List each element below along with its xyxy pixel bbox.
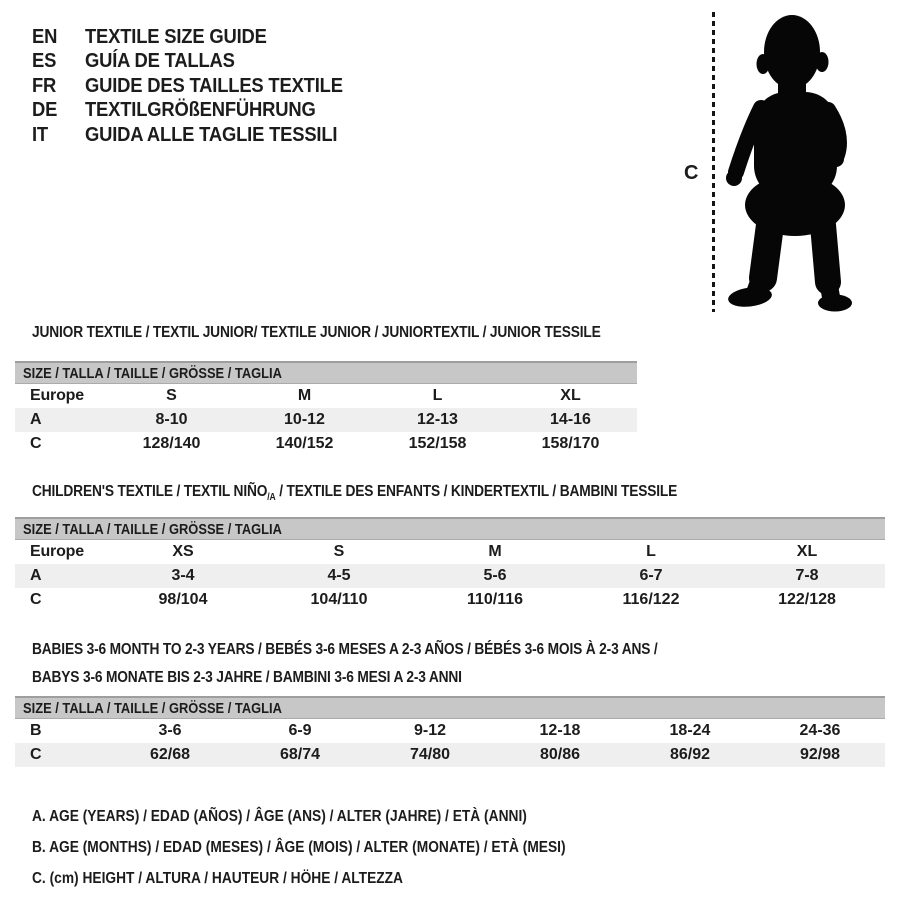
row-label: B	[30, 722, 42, 739]
babies-title-line1: BABIES 3-6 MONTH TO 2-3 YEARS / BEBÉS 3-6 MESES A 2-3 AÑOS / BÉBÉS 3-6 MOIS À 2-3 ANS /	[32, 641, 658, 658]
table-cell: 116/122	[622, 591, 680, 608]
row-label: C	[30, 746, 42, 763]
table-cell: M	[488, 543, 502, 560]
table-cell: 5-6	[483, 567, 507, 584]
table-cell: XL	[796, 543, 818, 560]
table-cell: 6-7	[639, 567, 663, 584]
language-title-text: TEXTILGRÖßENFÜHRUNG	[85, 99, 316, 122]
table-cell: 14-16	[550, 411, 591, 428]
table-cell: XL	[560, 387, 581, 404]
table-cell: 3-4	[171, 567, 195, 584]
language-code	[32, 26, 85, 49]
language-row	[32, 74, 365, 99]
language-title	[85, 75, 365, 98]
babies-section-title	[32, 636, 759, 692]
language-title-text: GUÍA DE TALLAS	[85, 50, 235, 73]
height-measure-label: C	[684, 162, 699, 184]
table-cell: S	[166, 387, 177, 404]
table-cell: 128/140	[142, 435, 201, 452]
junior-section-title-text: JUNIOR TEXTILE / TEXTIL JUNIOR/ TEXTILE JUNIOR / JUNIORTEXTIL / JUNIOR TESSILE	[32, 324, 601, 341]
table-row	[15, 540, 885, 564]
babies-size-table	[15, 696, 885, 767]
size-table-header-text: SIZE / TALLA / TAILLE / GRÖSSE / TAGLIA	[23, 520, 282, 538]
row-label: A	[30, 411, 42, 428]
table-cell: L	[646, 543, 656, 560]
table-cell: 7-8	[795, 567, 819, 584]
language-title-text: TEXTILE SIZE GUIDE	[85, 25, 267, 48]
row-label: A	[30, 567, 42, 584]
language-title	[85, 50, 248, 73]
size-table-header	[15, 361, 637, 384]
footnote-a-text: A. AGE (YEARS) / EDAD (AÑOS) / ÂGE (ANS) / ALTER (JAHRE) / ETÀ (ANNI)	[32, 808, 527, 825]
table-cell: 24-36	[799, 722, 841, 739]
footnote-c-text: C. (cm) HEIGHT / ALTURA / HAUTEUR / HÖHE / ALTEZZA	[32, 870, 403, 887]
table-cell: S	[333, 543, 345, 560]
language-code-text: FR	[32, 74, 57, 97]
size-table-header-text: SIZE / TALLA / TAILLE / GRÖSSE / TAGLIA	[23, 364, 282, 382]
height-dotted-line	[712, 12, 715, 312]
size-table-header	[15, 696, 885, 719]
table-cell: 12-13	[417, 411, 458, 428]
table-cell: 86/92	[669, 746, 711, 763]
table-cell: 18-24	[669, 722, 711, 739]
table-cell: 8-10	[155, 411, 188, 428]
table-row	[15, 408, 637, 432]
children-title-post: / TEXTILE DES ENFANTS / KINDERTEXTIL / BAMBINI TESSILE	[275, 483, 678, 500]
row-label: C	[30, 591, 42, 608]
footnote-line-b	[32, 832, 652, 863]
language-title-text: GUIDA ALLE TAGLIE TESSILI	[85, 123, 338, 146]
language-list	[32, 25, 365, 148]
children-size-table	[15, 517, 885, 612]
language-code	[32, 124, 85, 147]
footnote-b-text: B. AGE (MONTHS) / EDAD (MESES) / ÂGE (MOIS) / ALTER (MONATE) / ETÀ (MESI)	[32, 839, 566, 856]
junior-size-table	[15, 361, 637, 456]
table-cell: 122/128	[778, 591, 836, 608]
table-cell: 62/68	[149, 746, 191, 763]
row-label: Europe	[30, 387, 84, 404]
children-title-pre: CHILDREN'S TEXTILE / TEXTIL NIÑO	[32, 483, 268, 500]
language-code	[32, 50, 85, 73]
table-cell: 74/80	[409, 746, 451, 763]
language-title	[85, 99, 336, 122]
junior-section-title	[32, 324, 693, 342]
baby-silhouette-icon	[725, 12, 875, 312]
footnote-line-a	[32, 801, 652, 832]
table-cell: 12-18	[539, 722, 581, 739]
table-row	[15, 432, 637, 456]
table-cell: 92/98	[799, 746, 841, 763]
children-title-subscript: /A	[267, 492, 276, 503]
children-section-title	[32, 483, 782, 507]
children-section-title-text	[32, 483, 677, 507]
table-cell: 6-9	[288, 722, 312, 739]
table-row	[15, 564, 885, 588]
table-row	[15, 719, 885, 743]
language-title	[85, 26, 283, 49]
table-cell: XS	[172, 543, 194, 560]
table-cell: 104/110	[310, 591, 368, 608]
table-cell: 98/104	[158, 591, 208, 608]
table-row	[15, 588, 885, 612]
table-cell: 80/86	[539, 746, 581, 763]
language-row	[32, 50, 365, 75]
size-table-header	[15, 517, 885, 540]
size-table-header-text: SIZE / TALLA / TAILLE / GRÖSSE / TAGLIA	[23, 699, 282, 717]
language-row	[32, 99, 365, 124]
table-cell: 4-5	[327, 567, 351, 584]
footnote-line-c	[32, 863, 652, 894]
table-cell: 10-12	[284, 411, 325, 428]
table-row	[15, 743, 885, 767]
language-code-text: ES	[32, 50, 57, 73]
table-cell: 140/152	[275, 435, 334, 452]
language-title-text: GUIDE DES TAILLES TEXTILE	[85, 74, 343, 97]
babies-title-line2: BABYS 3-6 MONATE BIS 2-3 JAHRE / BAMBINI 3-6 MESI A 2-3 ANNI	[32, 669, 462, 686]
language-row	[32, 123, 365, 148]
language-code-text: IT	[32, 123, 48, 146]
table-cell: 152/158	[408, 435, 467, 452]
language-code	[32, 75, 85, 98]
table-row	[15, 384, 637, 408]
language-row	[32, 25, 365, 50]
footnotes	[32, 801, 652, 894]
table-cell: 158/170	[541, 435, 600, 452]
row-label: Europe	[30, 543, 84, 560]
row-label: C	[30, 435, 42, 452]
language-title	[85, 124, 359, 147]
table-cell: 68/74	[279, 746, 321, 763]
table-cell: 3-6	[158, 722, 182, 739]
table-cell: L	[432, 387, 443, 404]
table-cell: 9-12	[413, 722, 447, 739]
language-code-text: EN	[32, 25, 58, 48]
table-cell: 110/116	[466, 591, 524, 608]
table-cell: M	[297, 387, 312, 404]
language-code-text: DE	[32, 99, 58, 122]
language-code	[32, 99, 85, 122]
